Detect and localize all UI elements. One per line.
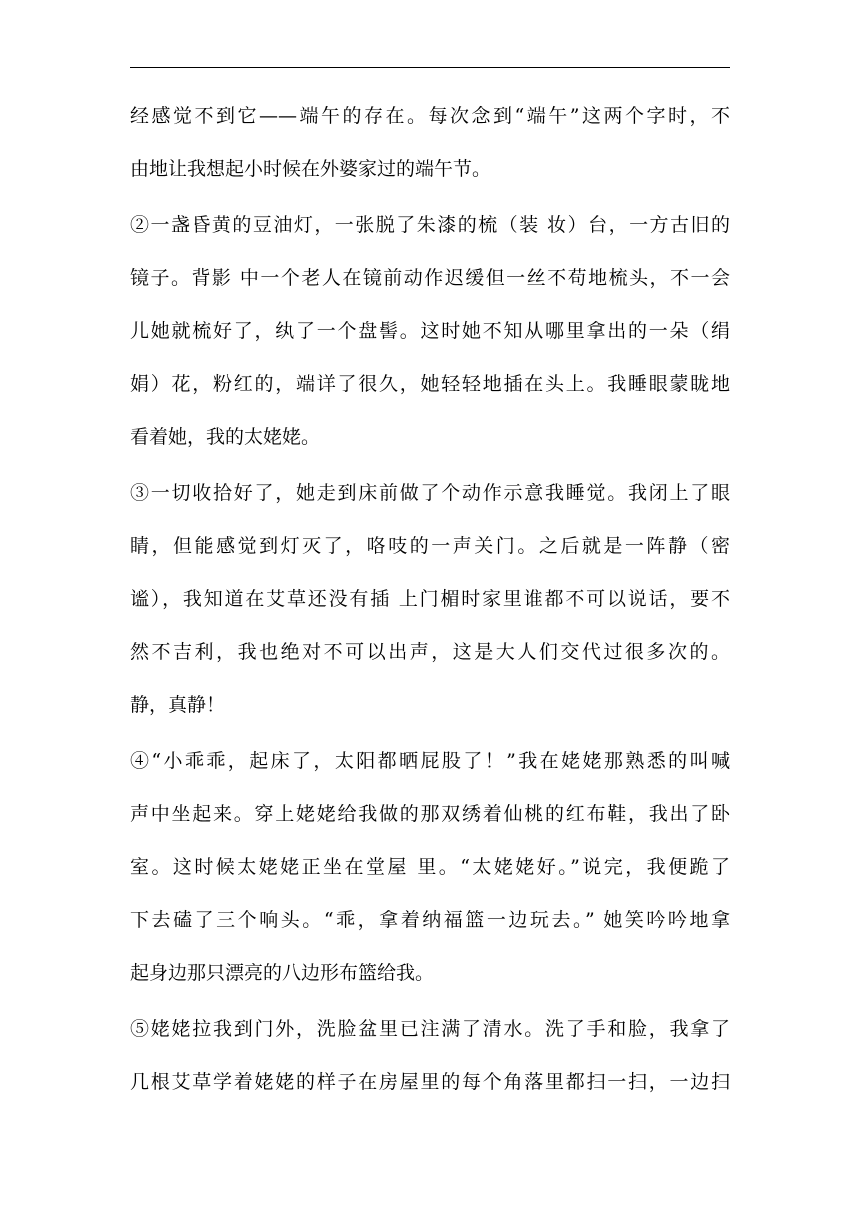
document-body bbox=[130, 100, 730, 1098]
text-line: 谧），我知道在艾草还没有插 上门楣时家里谁都不可以说话，要不 bbox=[130, 588, 730, 610]
text-line: ②一盏昏黄的豆油灯，一张脱了朱漆的梳（装 妆）台，一方古旧的 bbox=[130, 214, 730, 236]
text-line: 娟）花，粉红的，端详了很久，她轻轻地插在头上。我睡眼蒙眬地 bbox=[130, 373, 730, 395]
text-line: 然不吉利，我也绝对不可以出声，这是大人们交代过很多次的。 bbox=[130, 641, 730, 663]
paragraph-4 bbox=[130, 745, 730, 989]
paragraph-5 bbox=[130, 1013, 730, 1098]
text-line: 儿她就梳好了，纨了一个盘髻。这时她不知从哪里拿出的一朵（绢 bbox=[130, 320, 730, 342]
text-line: 静，真静！ bbox=[130, 694, 226, 716]
text-line: ④“小乖乖，起床了，太阳都晒屁股了！”我在姥姥那熟悉的叫喊 bbox=[130, 750, 730, 772]
text-line: 看着她，我的太姥姥。 bbox=[130, 426, 321, 448]
paragraph-2 bbox=[130, 209, 730, 453]
text-line: 声中坐起来。穿上姥姥给我做的那双绣着仙桃的红布鞋，我出了卧 bbox=[130, 803, 730, 825]
text-line: 起身边那只漂亮的八边形布篮给我。 bbox=[130, 962, 435, 984]
text-line: 几根艾草学着姥姥的样子在房屋里的每个角落里都扫一扫，一边扫 bbox=[130, 1071, 730, 1093]
text-line: ③一切收拾好了，她走到床前做了个动作示意我睡觉。我闭上了眼 bbox=[130, 482, 730, 504]
text-line: 由地让我想起小时候在外婆家过的端午节。 bbox=[130, 158, 492, 180]
text-line: 睛，但能感觉到灯灭了，咯吱的一声关门。之后就是一阵静（密 bbox=[130, 535, 730, 557]
text-line: 镜子。背影 中一个老人在镜前动作迟缓但一丝不苟地梳头，不一会 bbox=[130, 267, 730, 289]
paragraph-3 bbox=[130, 477, 730, 721]
header-rule bbox=[130, 67, 730, 68]
paragraph-1 bbox=[130, 100, 730, 185]
text-line: ⑤姥姥拉我到门外，洗脸盆里已注满了清水。洗了手和脸，我拿了 bbox=[130, 1018, 730, 1040]
text-line: 下去磕了三个响头。“乖，拿着纳福篮一边玩去。” 她笑吟吟地拿 bbox=[130, 909, 730, 931]
text-line: 经感觉不到它——端午的存在。每次念到“端午”这两个字时，不 bbox=[130, 105, 730, 127]
text-line: 室。这时候太姥姥正坐在堂屋 里。“太姥姥好。”说完，我便跪了 bbox=[130, 856, 730, 878]
